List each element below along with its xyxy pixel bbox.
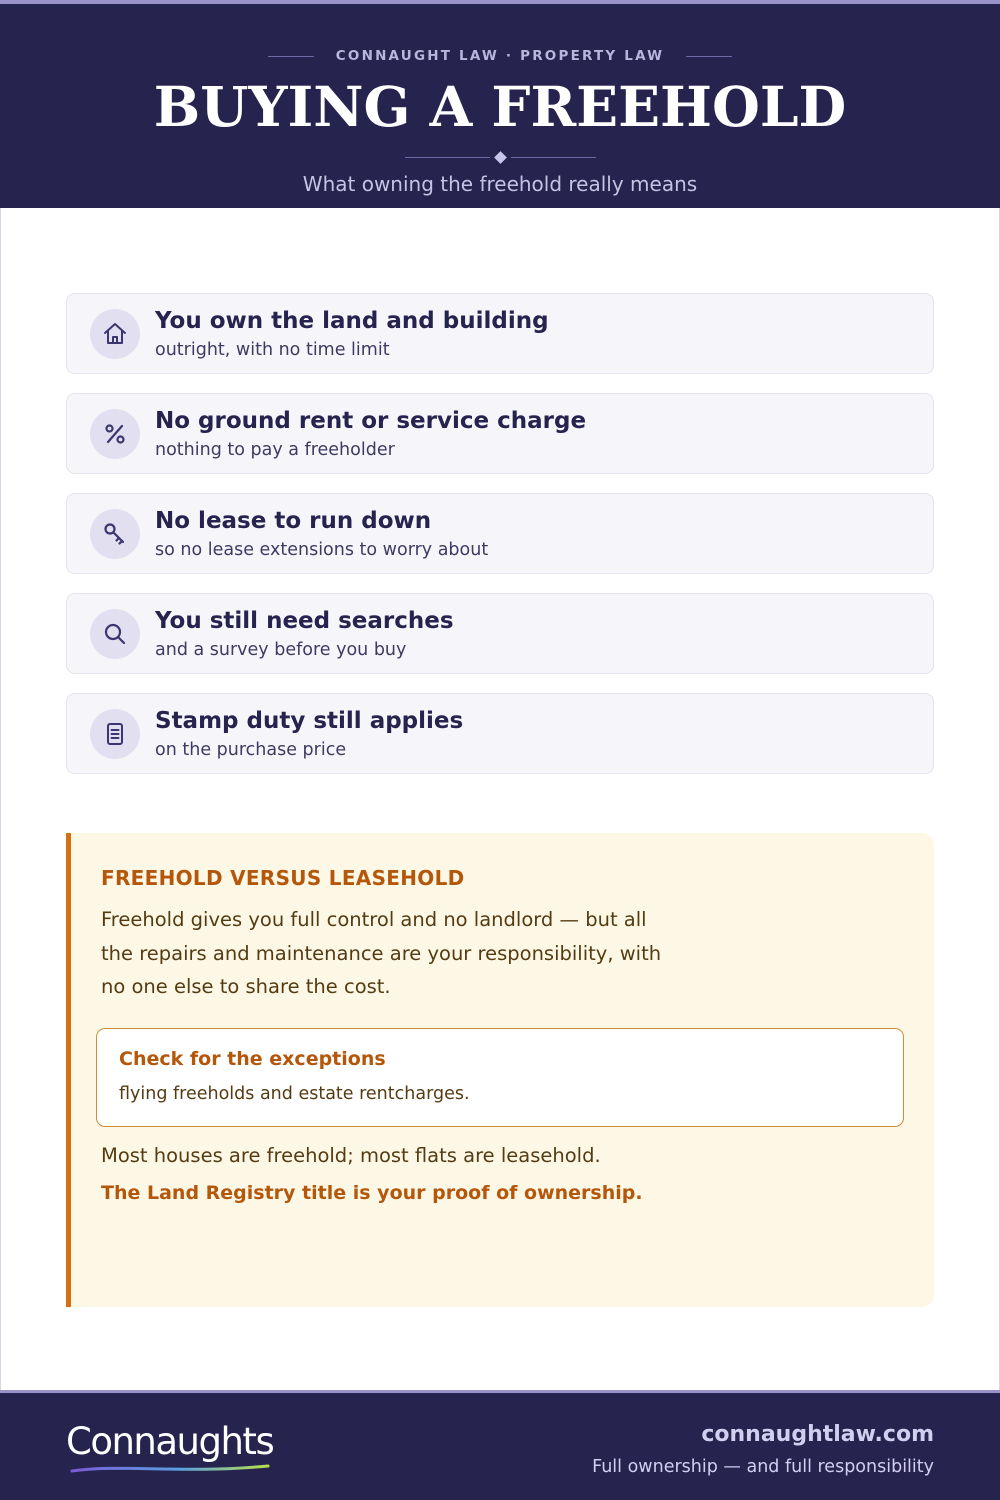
- feature-list: [66, 293, 934, 793]
- logo-swoosh-icon: [70, 1462, 270, 1476]
- eyebrow-rule-left: [268, 56, 314, 57]
- header-banner: [0, 0, 1000, 208]
- footer-bar: [0, 1390, 1000, 1500]
- footer-tagline: Full ownership — and full responsibility: [592, 1457, 934, 1477]
- feature-subtitle: outright, with no time limit: [155, 340, 390, 360]
- feature-subtitle: on the purchase price: [155, 740, 347, 760]
- feature-subtitle: and a survey before you buy: [155, 640, 407, 660]
- callout-note-emphasis: The Land Registry title is your proof of ownership.: [101, 1182, 643, 1204]
- connaughts-logo: [66, 1420, 273, 1463]
- page-title: BUYING A FREEHOLD: [153, 74, 847, 139]
- key-icon: [90, 509, 140, 559]
- diamond-ornament-icon: [494, 151, 507, 164]
- logo-wordmark: Connaughts: [66, 1420, 274, 1463]
- divider-rule-left: [405, 157, 490, 158]
- freehold-vs-leasehold-callout: [66, 833, 934, 1307]
- feature-card: [66, 593, 934, 674]
- feature-card: [66, 693, 934, 774]
- house-icon: [90, 309, 140, 359]
- eyebrow-rule-right: [686, 56, 732, 57]
- exceptions-title: Check for the exceptions: [119, 1048, 386, 1070]
- percent-icon: [90, 409, 140, 459]
- callout-heading: FREEHOLD VERSUS LEASEHOLD: [101, 866, 465, 890]
- callout-body: Freehold gives you full control and no landlord — but all the repairs and maintenance are your responsibility, with no one else to share the cost.: [101, 908, 662, 998]
- feature-title: You still need searches: [155, 608, 454, 634]
- exceptions-text: flying freeholds and estate rentcharges.: [119, 1084, 470, 1104]
- title-divider: [0, 153, 1000, 162]
- website-link[interactable]: connaughtlaw.com: [701, 1422, 934, 1447]
- eyebrow-row: [0, 48, 1000, 64]
- feature-subtitle: nothing to pay a freeholder: [155, 440, 395, 460]
- feature-title: No lease to run down: [155, 508, 432, 534]
- callout-note: Most houses are freehold; most flats are leasehold.: [101, 1144, 601, 1167]
- search-icon: [90, 609, 140, 659]
- feature-subtitle: so no lease extensions to worry about: [155, 540, 489, 560]
- document-icon: [90, 709, 140, 759]
- exceptions-box: [96, 1028, 904, 1127]
- feature-card: [66, 493, 934, 574]
- feature-title: You own the land and building: [155, 308, 549, 334]
- eyebrow-label: CONNAUGHT LAW · PROPERTY LAW: [335, 48, 665, 64]
- divider-rule-right: [511, 157, 596, 158]
- feature-card: [66, 293, 934, 374]
- feature-title: Stamp duty still applies: [155, 708, 464, 734]
- page-subtitle: What owning the freehold really means: [302, 172, 698, 196]
- feature-title: No ground rent or service charge: [155, 408, 587, 434]
- feature-card: [66, 393, 934, 474]
